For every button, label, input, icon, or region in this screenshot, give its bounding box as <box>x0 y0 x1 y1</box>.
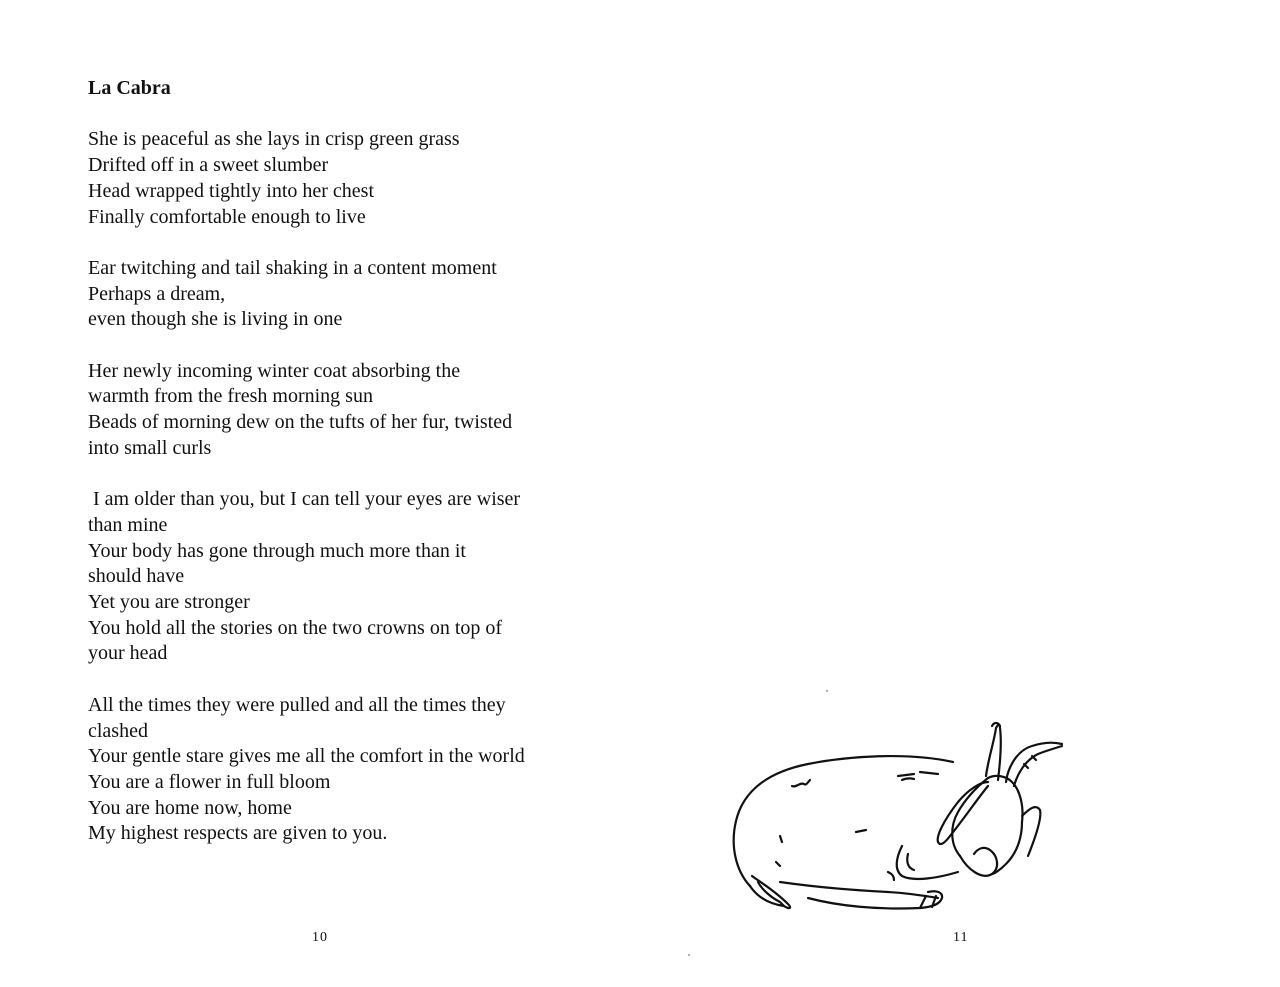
poem-line: warmth from the fresh morning sun <box>88 385 373 408</box>
page-number-right: 11 <box>953 930 969 945</box>
paper-speck <box>688 954 690 956</box>
poem-line: than mine <box>88 513 168 536</box>
poem-line: Perhaps a dream, <box>88 282 226 305</box>
stanza-5 <box>88 693 588 847</box>
poem-line: Her newly incoming winter coat absorbing the <box>88 359 461 382</box>
poem-line: Drifted off in a sweet slumber <box>88 154 329 177</box>
sleeping-goat-drawing-icon <box>688 686 1078 926</box>
poem-line: even though she is living in one <box>88 308 343 331</box>
poem-line: All the times they were pulled and all the times they <box>88 693 506 716</box>
stanza-1 <box>88 127 588 230</box>
poem-line: Your body has gone through much more than it <box>88 539 466 562</box>
poem-line: You are a flower in full bloom <box>88 770 331 793</box>
poem-line: should have <box>88 565 185 588</box>
poem-title: La Cabra <box>88 77 171 99</box>
poem-line: My highest respects are given to you. <box>88 822 388 845</box>
stanza-3 <box>88 359 588 462</box>
poem-line: Finally comfortable enough to live <box>88 205 366 228</box>
poem-line: Your gentle stare gives me all the comfort in the world <box>88 745 525 768</box>
poem-line: Head wrapped tightly into her chest <box>88 179 375 202</box>
poem-line: I am older than you, but I can tell your eyes are wiser <box>88 488 521 511</box>
poem-line: clashed <box>88 719 148 742</box>
poem <box>88 76 588 873</box>
right-page <box>640 0 1280 987</box>
poem-line: into small curls <box>88 436 212 459</box>
poem-line: your head <box>88 642 168 665</box>
page-number-left: 10 <box>312 930 328 945</box>
stanza-2 <box>88 256 588 333</box>
poem-line: Beads of morning dew on the tufts of her fur, twisted <box>88 411 513 434</box>
poem-line: Ear twitching and tail shaking in a content moment <box>88 256 497 279</box>
poem-line: Yet you are stronger <box>88 591 250 613</box>
poem-line: She is peaceful as she lays in crisp green grass <box>88 128 460 151</box>
stanza-4 <box>88 487 588 667</box>
poem-line: You hold all the stories on the two crowns on top of <box>88 616 503 639</box>
poem-line: You are home now, home <box>88 796 292 819</box>
